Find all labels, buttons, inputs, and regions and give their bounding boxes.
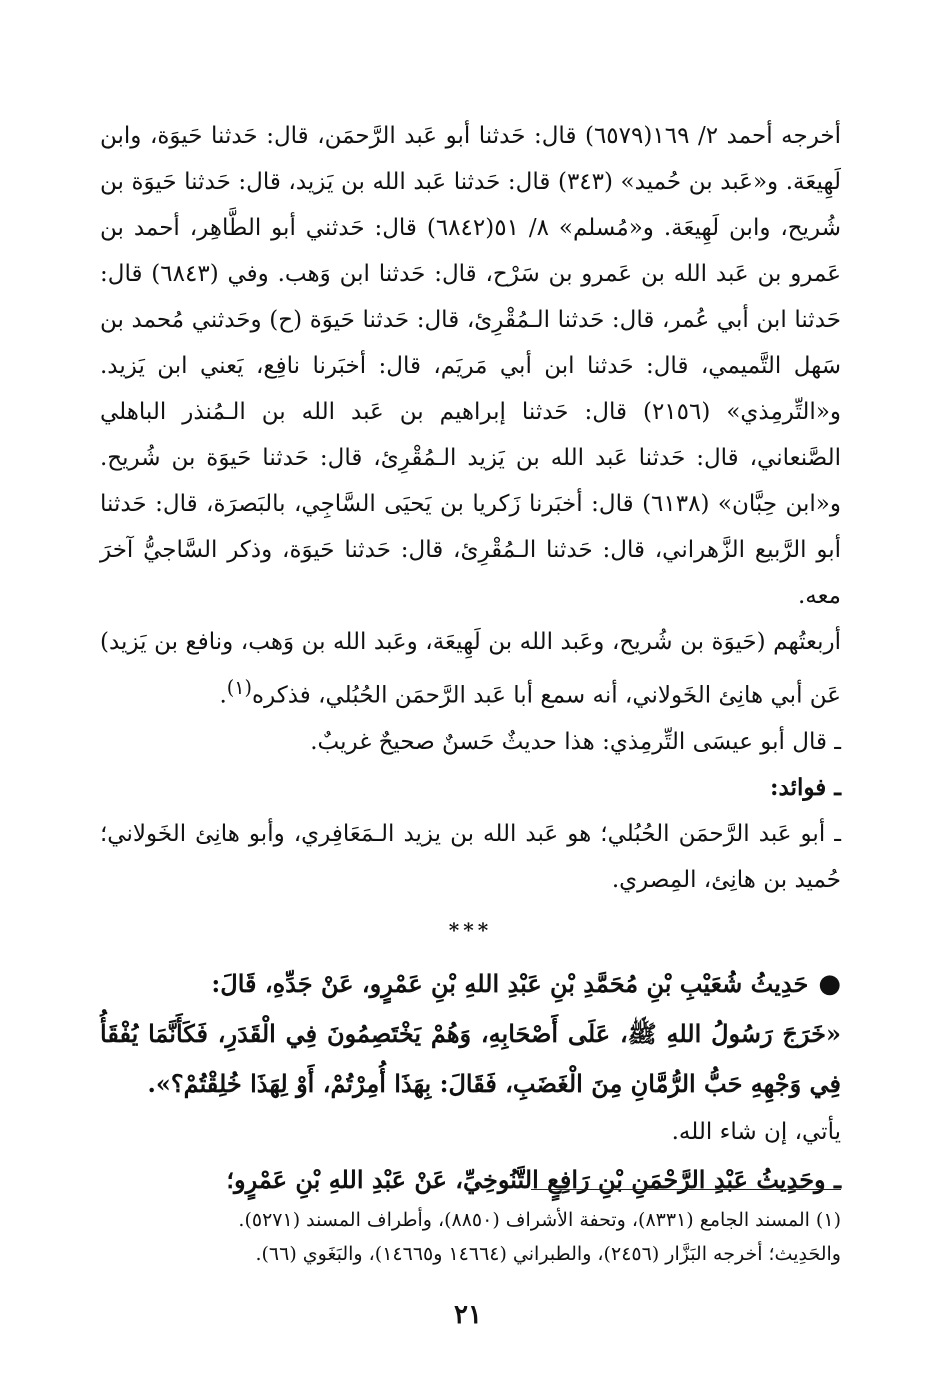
section-divider-stars: ***: [448, 917, 493, 942]
chain-paragraph: [100, 619, 841, 719]
takhrij-paragraph: أخرجه أحمد ٢/ ١٦٩(٦٥٧٩) قال: حَدثنا أبو عَبد الرَّحمَن، قال: حَدثنا حَيوَة، وابن لَهِيعَة. و«عَبد بن حُميد» (٣٤٣) قال: حَدثنا عَبد الله بن يَزيد، قال: حَدثنا حَيوَة بن شُريح، وابن لَهِيعَة. و«مُسلم» ٨/ ٥١(٦٨٤٢) قال: حَدثني أبو الطَّاهِر، أحمد بن عَمرو بن عَبد الله بن عَمرو بن سَرْح، قال: حَدثنا ابن وَهب. وفي (٦٨٤٣) قال: حَدثنا ابن أبي عُمر، قال: حَدثنا الـمُقْرِئ، قال: حَدثنا حَيوَة (ح) وحَدثني مُحمد بن سَهل التَّميمي، قال: حَدثنا ابن أبي مَريَم، قال: أخبَرنا نافِع، يَعني ابن يَزيد. و«التِّرمِذي» (٢١٥٦) قال: حَدثنا إبراهيم بن عَبد الله بن الـمُنذر الباهلي الصَّنعاني، قال: حَدثنا عَبد الله بن يَزيد الـمُقْرِئ، قال: حَدثنا حَيوَة بن شُريح. و«ابن حِبَّان» (٦١٣٨) قال: أخبَرنا زَكريا بن يَحيَى السَّاجِي، بالبَصرَة، قال: حَدثنا أبو الرَّبيع الزَّهراني، قال: حَدثنا الـمُقْرِئ، قال: حَدثنا حَيوَة، وذكر السَّاجيُّ آخرَ معه.: [100, 123, 842, 609]
hadith-title: [100, 959, 841, 1009]
footnote-2: والحَدِيث؛ أخرجه البَزَّار (٢٤٥٦)، والطبراني (١٤٦٦٤ و١٤٦٦٥)، والبَغَوي (٦٦).: [255, 1243, 841, 1265]
footnote-1: (١) المسند الجامع (٨٣٣١)، وتحفة الأشراف (٨٨٥٠)، وأطراف المسند (٥٢٧١).: [238, 1209, 841, 1231]
main-text: [100, 113, 841, 1205]
hadith-text: «خَرَجَ رَسُولُ اللهِ ﷺ، عَلَى أَصْحَابِهِ، وَهُمْ يَخْتَصِمُونَ فِي الْقَدَرِ، فَكَأَنَّمَا يُفْقَأُ فِي وَجْهِهِ حَبُّ الرُّمَّانِ مِنَ الْغَضَبِ، فَقَالَ: بِهَذَا أُمِرْتُمْ، أَوْ لِهَذَا خُلِقْتُمْ؟».: [100, 1018, 841, 1098]
footnote-divider: [531, 1189, 841, 1190]
bullet-icon: ●: [818, 968, 841, 999]
footnotes: [100, 1203, 841, 1271]
footnote-ref: (١): [226, 676, 253, 699]
next-hadith-title: ـ وحَدِيثُ عَبْدِ الرَّحْمَنِ بْنِ رَافِعٍ التَّنُوخِيِّ، عَنْ عَبْدِ اللهِ بْنِ عَمْرٍو؛: [226, 1164, 841, 1194]
hadith-title-text: حَدِيثُ شُعَيْبِ بْنِ مُحَمَّدِ بْنِ عَبْدِ اللهِ بْنِ عَمْرٍو، عَنْ جَدِّهِ، قَالَ:: [211, 968, 809, 998]
tirmidhi-verdict: ـ قال أبو عيسَى التِّرمِذي: هذا حديثٌ حَسنٌ صحيحٌ غريبٌ.: [310, 728, 841, 755]
chain-end: .: [219, 682, 227, 709]
forthcoming-note: يأتي، إن شاء الله.: [671, 1118, 841, 1145]
benefits-paragraph: ـ أبو عَبد الرَّحمَن الحُبُلي؛ هو عَبد الله بن يزيد الـمَعَافِري، وأبو هانِئ الخَولاني؛ حُميد بن هانِئ، المِصري.: [100, 820, 841, 893]
page-number: ٢١: [454, 1300, 482, 1330]
chain-text: أربعتُهم (حَيوَة بن شُريح، وعَبد الله بن لَهِيعَة، وعَبد الله بن وَهب، ونافع بن يَزيد) عَن أبي هانِئ الخَولاني، أنه سمع أبا عَبد الرَّحمَن الحُبُلي، فذكره: [100, 629, 841, 709]
benefits-heading: ـ فوائد:: [770, 773, 841, 801]
